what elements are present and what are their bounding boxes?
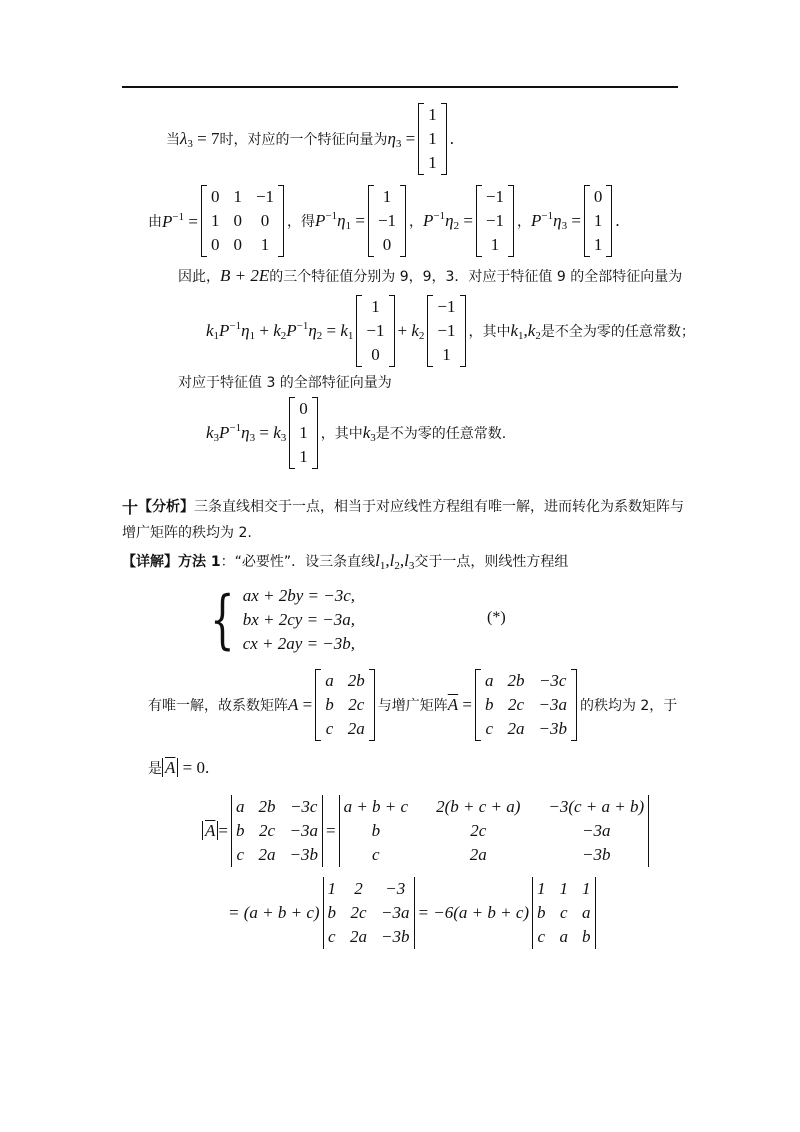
superscript: −1 — [229, 320, 242, 332]
superscript: −1 — [229, 422, 242, 434]
equation: bx + 2cy = −3a, — [242, 610, 356, 629]
equals: = — [351, 211, 365, 230]
cell: 1 — [537, 879, 546, 898]
method-label: 方法 1 — [178, 554, 221, 570]
cell: 1 — [428, 105, 437, 124]
cell: −1 — [437, 297, 456, 316]
eta-symbol: η — [337, 211, 346, 230]
text: “必要性”．设三条直线 — [234, 554, 376, 570]
cell: b — [235, 821, 245, 840]
cell: 1 — [299, 423, 308, 442]
cell: 0 — [233, 211, 242, 230]
cell: 1 — [593, 235, 603, 254]
cell: 1 — [371, 297, 380, 316]
cell: a + b + c — [343, 797, 409, 816]
eta-symbol: η — [387, 128, 396, 148]
vector-p-eta3 — [584, 185, 613, 257]
P-symbol: P — [315, 211, 326, 230]
cell: 0 — [299, 399, 308, 418]
text: 当 — [166, 132, 180, 148]
detail-tag: 【详解】 — [122, 554, 178, 570]
factor: = (a + b + c) — [228, 903, 320, 922]
equals: = — [325, 821, 336, 840]
cell: 1 — [299, 447, 308, 466]
equals: = — [255, 423, 274, 442]
P-symbol: P — [219, 423, 230, 442]
subscript: 1 — [379, 559, 386, 572]
eigenvalues-line — [178, 264, 682, 288]
cell: c — [328, 927, 336, 946]
cell: 2a — [507, 719, 525, 738]
eigenvector-eta3-line — [166, 104, 454, 174]
l-symbol: l — [375, 550, 380, 570]
cell: −1 — [485, 211, 505, 230]
subscript: 3 — [395, 137, 402, 150]
cell: −3a — [538, 695, 567, 714]
vector-p-eta2 — [476, 185, 514, 257]
cell: −3a — [289, 821, 318, 840]
comma: , — [523, 320, 528, 340]
equals: = — [567, 211, 581, 230]
equals: = — [458, 695, 472, 714]
cell: −3b — [381, 927, 410, 946]
vector-v2 — [427, 295, 465, 367]
cell: 1 — [442, 345, 451, 364]
det-cells — [340, 795, 649, 867]
equation-mark: (*) — [487, 609, 506, 626]
text: 是 — [148, 761, 162, 777]
equals: = — [459, 211, 473, 230]
text: 由 — [148, 214, 162, 230]
plus: + — [397, 320, 412, 340]
subscript: 1 — [213, 330, 220, 342]
text: 是不全为零的任意常数； — [540, 324, 695, 340]
det-cells — [533, 877, 595, 949]
text: ，得 — [287, 214, 316, 230]
cell: 1 — [593, 211, 603, 230]
cell: −3b — [289, 845, 318, 864]
text: 增广矩阵的秩均为 2. — [122, 525, 252, 541]
cell: 1 — [382, 187, 392, 206]
matrix-p-inverse — [201, 185, 284, 257]
equals: = — [184, 211, 198, 231]
cell: 0 — [260, 211, 270, 230]
subscript: 2 — [316, 330, 323, 342]
cell: 2c — [507, 695, 524, 714]
A-bar-symbol: $\overline{A}$ — [165, 758, 176, 777]
subscript: 2 — [535, 329, 541, 342]
eigenvectors-3-line — [206, 398, 506, 468]
cell: −3(c + a + b) — [548, 797, 645, 816]
cell: 1 — [233, 187, 242, 206]
cell: −1 — [485, 187, 505, 206]
cell: a — [484, 671, 494, 690]
cell: −3b — [538, 719, 567, 738]
determinant-line-1 — [202, 796, 652, 866]
cell: b — [371, 821, 381, 840]
cell: c — [485, 719, 493, 738]
matrix-cells — [207, 185, 278, 257]
p-inverse-line — [148, 186, 620, 256]
cell: c — [325, 719, 334, 738]
cell: a — [235, 797, 245, 816]
cell: −3a — [381, 903, 410, 922]
superscript: −1 — [325, 210, 338, 222]
text: ， — [517, 214, 532, 230]
rank-line — [148, 670, 677, 740]
cell: 2a — [350, 927, 368, 946]
determinant-4 — [532, 877, 596, 949]
det-cells — [232, 795, 322, 867]
k-symbol: k — [527, 320, 536, 340]
vector-cells — [590, 185, 607, 257]
subscript: 2 — [453, 220, 460, 232]
cell: −3c — [289, 797, 318, 816]
superscript: −1 — [172, 210, 185, 223]
matrix-A — [315, 669, 375, 741]
P-symbol: P — [423, 211, 434, 230]
k-symbol: k — [411, 320, 419, 340]
cell: a — [325, 671, 334, 690]
cell: 1 — [428, 129, 437, 148]
text: 的秩均为 2，于 — [579, 698, 678, 714]
equals: = 0. — [178, 758, 210, 777]
subscript: 3 — [561, 220, 568, 232]
cell: b — [582, 927, 591, 946]
cell: b — [327, 903, 337, 922]
eta-symbol: η — [241, 321, 250, 340]
text: 的三个特征值分别为 9，9，3．对应于特征值 9 的全部特征向量为 — [269, 269, 683, 285]
cell: 0 — [210, 235, 220, 254]
det-cells — [324, 877, 414, 949]
equals: = — [322, 321, 341, 340]
l-symbol: l — [389, 550, 395, 570]
text: 三条直线相交于一点，相当于对应线性方程组有唯一解，进而转化为系数矩阵与 — [194, 499, 685, 515]
k-symbol: k — [510, 320, 519, 340]
cell: 2a — [469, 845, 487, 864]
cell: 1 — [490, 235, 500, 254]
text: ，其中 — [320, 426, 363, 442]
cell: −1 — [255, 187, 275, 206]
superscript: −1 — [433, 210, 446, 222]
section-10-analysis — [122, 494, 684, 518]
matrix-cells — [481, 669, 571, 741]
cell: 1 — [559, 879, 569, 898]
cell: −1 — [366, 321, 385, 340]
k-symbol: k — [362, 422, 371, 442]
vector-cells — [295, 397, 312, 469]
vector-v1 — [356, 295, 394, 367]
linear-system — [202, 582, 355, 658]
cell: 2 — [354, 879, 363, 898]
P-symbol: P — [531, 211, 542, 230]
expression: B + 2E — [220, 266, 270, 285]
subscript: 3 — [408, 559, 415, 572]
cell: 1 — [260, 235, 270, 254]
equations — [243, 586, 355, 654]
text: ： — [220, 554, 235, 570]
cell: 1 — [428, 153, 437, 172]
detail-line: 【详解】 方法 1 ： “必要性”．设三条直线 $l_1,l_2,l_3$ 交于一点，则线性方程组 — [122, 550, 569, 572]
cell: 0 — [382, 235, 392, 254]
section-number: 十 — [122, 497, 139, 517]
vector-eta3 — [418, 103, 447, 175]
P-symbol: P — [286, 321, 297, 340]
cell: a — [559, 927, 569, 946]
section-10-analysis-cont — [122, 520, 252, 544]
header-rule — [122, 86, 678, 88]
P-symbol: P — [162, 211, 173, 231]
A-bar-symbol: $\overline{A}$ — [205, 821, 216, 840]
text: 时，对应的一个特征向量为 — [219, 132, 388, 148]
subscript: 1 — [249, 330, 256, 342]
l-symbol: l — [404, 550, 409, 570]
determinant-line-2 — [228, 878, 599, 948]
k-symbol: k — [206, 423, 214, 442]
text: ， — [409, 214, 424, 230]
text: 是不为零的任意常数. — [375, 426, 507, 442]
cell: c — [537, 927, 546, 946]
P-symbol: P — [219, 321, 230, 340]
cell: 1 — [327, 879, 337, 898]
A-bar-symbol: $\overline{A}$ — [447, 695, 459, 714]
equals: = — [298, 695, 313, 714]
vector-p-eta1 — [368, 185, 406, 257]
equation: cx + 2ay = −3b, — [242, 634, 356, 653]
subscript: 3 — [187, 137, 193, 150]
determinant-3 — [323, 877, 415, 949]
superscript: −1 — [296, 320, 309, 332]
equation-part: = 7 — [192, 128, 220, 148]
subscript: 3 — [249, 432, 256, 444]
cell: 0 — [233, 235, 242, 254]
vector-cells — [433, 295, 459, 367]
subscript: 3 — [280, 432, 287, 444]
cell: 1 — [582, 879, 591, 898]
cell: 2a — [258, 845, 276, 864]
cell: −3b — [582, 845, 611, 864]
cell: b — [484, 695, 494, 714]
analysis-tag: 【分析】 — [138, 499, 195, 515]
vector-cells — [424, 103, 441, 175]
matrix-A-bar — [475, 669, 577, 741]
vector-v3 — [289, 397, 318, 469]
cell: 2c — [350, 903, 367, 922]
eigenvectors-9-line — [206, 296, 695, 366]
cell: 2c — [258, 821, 275, 840]
cell: 2b — [507, 671, 525, 690]
cell: a — [582, 903, 591, 922]
k-symbol: k — [340, 321, 348, 340]
k-symbol: k — [273, 423, 281, 442]
plus: + — [255, 321, 274, 340]
cell: c — [236, 845, 244, 864]
vector-cells — [482, 185, 508, 257]
lambda-symbol: λ — [180, 128, 188, 148]
superscript: −1 — [541, 210, 554, 222]
cell: 2c — [470, 821, 487, 840]
subscript: 1 — [347, 330, 354, 342]
matrix-cells — [321, 669, 369, 741]
subscript: 2 — [280, 330, 287, 342]
cell: c — [372, 845, 380, 864]
cell: 2(b + c + a) — [436, 797, 521, 816]
period: . — [449, 129, 454, 148]
period: . — [615, 211, 620, 230]
text: ，其中 — [468, 324, 511, 340]
equals: = — [401, 128, 416, 148]
k-symbol: k — [206, 321, 214, 340]
determinant-1 — [231, 795, 323, 867]
cell: b — [325, 695, 334, 714]
eigenvalue-3-intro — [178, 370, 392, 394]
equation: ax + 2by = −3c, — [242, 586, 356, 605]
cell: −1 — [377, 211, 397, 230]
vector-cells — [362, 295, 388, 367]
vector-cells — [374, 185, 400, 257]
determinant-2 — [339, 795, 650, 867]
subscript: 2 — [394, 559, 400, 572]
A-symbol: A — [288, 695, 299, 714]
cell: 2c — [348, 695, 365, 714]
text: 对应于特征值 3 的全部特征向量为 — [178, 375, 392, 391]
factor: = −6(a + b + c) — [417, 903, 530, 922]
k-symbol: k — [273, 321, 281, 340]
equals: = — [218, 821, 228, 840]
text: 与增广矩阵 — [377, 698, 448, 714]
eta-symbol: η — [308, 321, 317, 340]
left-brace: { — [210, 583, 235, 657]
cell: b — [537, 903, 546, 922]
cell: 2a — [347, 719, 365, 738]
text: 交于一点，则线性方程组 — [414, 554, 569, 570]
cell: 0 — [593, 187, 603, 206]
subscript: 2 — [418, 329, 425, 342]
subscript: 3 — [213, 432, 220, 444]
cell: −3c — [538, 671, 567, 690]
text: 有唯一解，故系数矩阵 — [148, 698, 288, 714]
cell: 0 — [210, 187, 220, 206]
eta-symbol: η — [241, 423, 250, 442]
text: 因此， — [178, 269, 220, 285]
cell: 1 — [210, 211, 220, 230]
cell: −1 — [437, 321, 456, 340]
eta-symbol: η — [445, 211, 454, 230]
subscript: 1 — [518, 329, 524, 342]
cell: c — [560, 903, 568, 922]
cell: 0 — [371, 345, 380, 364]
subscript: 3 — [370, 431, 376, 444]
eta-symbol: η — [553, 211, 562, 230]
cell: −3a — [582, 821, 611, 840]
cell: 2b — [258, 797, 276, 816]
subscript: 1 — [345, 220, 352, 232]
det-zero-line — [148, 756, 209, 780]
cell: 2b — [347, 671, 365, 690]
cell: −3 — [385, 879, 406, 898]
